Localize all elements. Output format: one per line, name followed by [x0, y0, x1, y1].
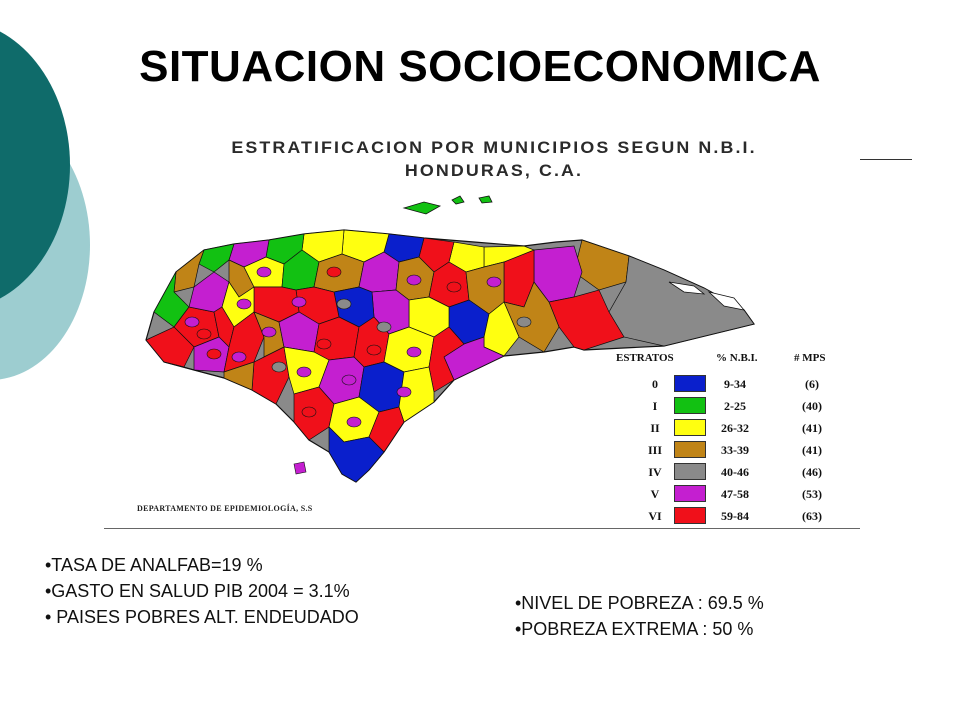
- municipality-region: [342, 375, 356, 385]
- bullet-item: •POBREZA EXTREMA : 50 %: [515, 619, 754, 639]
- legend-range: 9-34: [724, 377, 746, 391]
- legend-header-nbi: % N.B.I.: [716, 352, 758, 364]
- legend-range: 59-84: [721, 509, 749, 523]
- divider-line: [104, 528, 860, 529]
- bullet-list-left: [45, 552, 359, 630]
- municipality-region: [302, 407, 316, 417]
- municipality-region: [262, 327, 276, 337]
- legend-swatch: [674, 441, 706, 458]
- municipality-region: [397, 387, 411, 397]
- municipality-region: [257, 267, 271, 277]
- legend-range: 40-46: [721, 465, 749, 479]
- municipality-region: [185, 317, 199, 327]
- slide-title: SITUACION SOCIOECONOMICA: [139, 42, 821, 91]
- legend-row: [612, 440, 857, 462]
- divider-line: [860, 159, 912, 160]
- legend-count: (6): [805, 377, 819, 391]
- municipality-region: [347, 417, 361, 427]
- municipality-region: [367, 345, 381, 355]
- municipality-region: [232, 352, 246, 362]
- legend-count: (41): [802, 443, 822, 457]
- legend-count: (53): [802, 487, 822, 501]
- bullet-item: • PAISES POBRES ALT. ENDEUDADO: [45, 607, 359, 627]
- bullet-list-right: [515, 590, 764, 642]
- legend-row: [612, 418, 857, 440]
- map-title-line2: HONDURAS, C.A.: [404, 161, 584, 180]
- municipality-region: [272, 362, 286, 372]
- municipality-region: [327, 267, 341, 277]
- municipality-region: [517, 317, 531, 327]
- legend-range: 33-39: [721, 443, 749, 457]
- legend-range: 47-58: [721, 487, 749, 501]
- municipality-region: [407, 275, 421, 285]
- legend-row: [612, 396, 857, 418]
- legend-header-mps: # MPS: [794, 352, 826, 364]
- municipality-region: [207, 349, 221, 359]
- map-title-line1: ESTRATIFICACION POR MUNICIPIOS SEGUN N.B.I.: [231, 138, 757, 157]
- municipality-region: [297, 367, 311, 377]
- legend-count: (41): [802, 421, 822, 435]
- municipality-region: [317, 339, 331, 349]
- municipality-region: [407, 347, 421, 357]
- legend-swatch: [674, 485, 706, 502]
- legend-row: [612, 484, 857, 506]
- municipality-region: [197, 329, 211, 339]
- municipality-region: [447, 282, 461, 292]
- legend-code: IV: [648, 465, 662, 479]
- map-title: [158, 136, 830, 182]
- legend-row: [612, 506, 857, 528]
- legend-count: (40): [802, 399, 822, 413]
- legend-code: III: [647, 443, 662, 457]
- legend-code: 0: [652, 377, 658, 391]
- legend-row: [612, 374, 857, 396]
- bullet-item: •TASA DE ANALFAB=19 %: [45, 555, 263, 575]
- legend-range: 26-32: [721, 421, 749, 435]
- legend-swatch: [674, 419, 706, 436]
- bullet-item: •GASTO EN SALUD PIB 2004 = 3.1%: [45, 581, 350, 601]
- municipality-region: [377, 322, 391, 332]
- map-credit: DEPARTAMENTO DE EPIDEMIOLOGÍA, S.S: [137, 504, 313, 513]
- bullet-item: •NIVEL DE POBREZA : 69.5 %: [515, 593, 764, 613]
- map-figure: [104, 122, 860, 530]
- legend-row: [612, 462, 857, 484]
- municipality-region: [487, 277, 501, 287]
- municipality-region: [237, 299, 251, 309]
- legend-swatch: [674, 463, 706, 480]
- legend-swatch: [674, 507, 706, 524]
- municipality-region: [314, 317, 359, 360]
- legend-swatch: [674, 397, 706, 414]
- legend-code: I: [652, 399, 658, 413]
- municipality-region: [337, 299, 351, 309]
- municipality-region: [292, 297, 306, 307]
- legend-range: 2-25: [724, 399, 746, 413]
- legend-swatch: [674, 375, 706, 392]
- legend-code: V: [650, 487, 660, 501]
- legend-code: VI: [648, 509, 662, 523]
- legend-count: (46): [802, 465, 822, 479]
- legend-header-strata: ESTRATOS: [616, 352, 674, 364]
- legend-code: II: [650, 421, 660, 435]
- legend-count: (63): [802, 509, 822, 523]
